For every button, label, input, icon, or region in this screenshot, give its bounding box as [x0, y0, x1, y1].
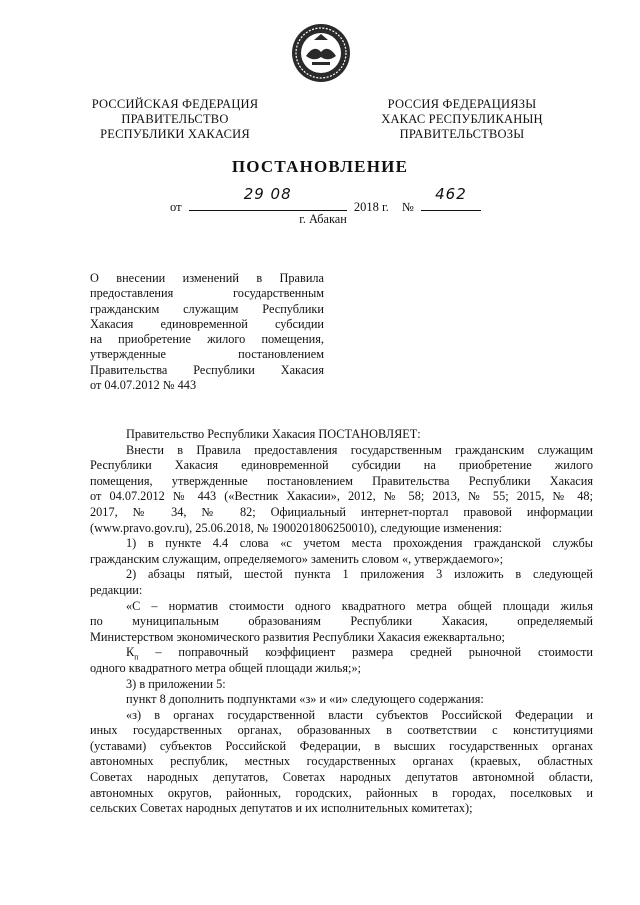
body-line: 3) в приложении 5:: [126, 676, 226, 691]
body-line: 2017, № 34, № 82; Официальный интернет-портал правовой информации: [90, 504, 593, 519]
body-line: иных государственных органах, образованных в соответствии с конституциями: [90, 723, 593, 738]
body-line: (www.pravo.gov.ru), 25.06.2018, № 1900201806250010), следующие изменения:: [90, 520, 503, 535]
subject-line: Правительства Республики Хакасия: [90, 362, 324, 377]
header-left-line: РОССИЙСКАЯ ФЕДЕРАЦИЯ: [91, 97, 259, 111]
header-right-line: ПРАВИТЕЛЬСТВОЗЫ: [399, 127, 525, 141]
header-right-line: ХАКАС РЕСПУБЛИКАНЫҢ: [381, 112, 543, 126]
coef-subscript: п: [134, 652, 139, 662]
body-line: по муниципальным образованиям Республики Хакасия, определяемый: [90, 614, 593, 629]
subject-line: предоставления государственным: [90, 286, 324, 301]
body-line: Правительство Республики Хакасия ПОСТАНОВЛЯЕТ:: [126, 427, 421, 441]
header-left-line: ПРАВИТЕЛЬСТВО: [121, 112, 229, 126]
body-line: редакции:: [90, 582, 143, 597]
subject-line: О внесении изменений в Правила: [90, 271, 324, 285]
body-line-coefficient: [90, 645, 593, 661]
header-left: [60, 97, 290, 142]
subject-line: Хакасия единовременной субсидии: [90, 316, 324, 331]
coat-of-arms-emblem: [290, 22, 352, 84]
date-handwritten: 29 08: [243, 185, 292, 203]
subject-line: утвержденные постановлением: [90, 347, 324, 362]
body-line: сельских Советах народных депутатов и их исполнительных комитетах);: [90, 801, 473, 816]
subject-line: гражданским служащим Республики: [90, 301, 324, 316]
header-right: [347, 97, 577, 142]
document-title: ПОСТАНОВЛЕНИЕ: [231, 157, 409, 176]
body-line: гражданским служащим, определяемого» заменить словом «, утверждаемого»;: [90, 551, 504, 566]
subject-line: на приобретение жилого помещения,: [90, 332, 324, 347]
body-line: «з) в органах государственной власти субъектов Российской Федерации и: [126, 707, 593, 722]
subject-line: от 04.07.2012 № 443: [90, 378, 197, 393]
subject-block: [90, 271, 324, 393]
date-prefix: от: [170, 200, 182, 214]
body-line: Внести в Правила предоставления государственным гражданским служащим: [126, 442, 593, 457]
number-sign: №: [401, 200, 414, 214]
coef-symbol: К: [126, 645, 135, 660]
number-field: [421, 185, 481, 211]
header-right-line: РОССИЯ ФЕДЕРАЦИЯЗЫ: [387, 97, 537, 111]
date-year: 2018 г.: [353, 200, 389, 214]
body-line: помещения, утвержденные постановлением Правительства Республики Хакасия: [90, 473, 593, 488]
header-left-line: РЕСПУБЛИКИ ХАКАСИЯ: [100, 127, 250, 141]
body-line: пункт 8 дополнить подпунктами «з» и «и» следующего содержания:: [126, 692, 484, 707]
body-line: Министерством экономического развития Республики Хакасия ежеквартально;: [90, 629, 505, 644]
body-text: [90, 427, 593, 817]
body-line: Советах народных депутатов, Советах народных депутатов автономной области,: [90, 770, 593, 785]
body-line: одного квадратного метра общей площади жилья;»;: [90, 660, 362, 675]
body-line: автономных округов, районных, городских, районных в городах, поселковых и: [90, 785, 593, 800]
body-line: автономных республик, местных государственных органах (краевых, областных: [90, 754, 593, 769]
body-line: (уставами) субъектов Российской Федерации, в высших государственных органах: [90, 738, 593, 753]
coef-text: – поправочный коэффициент размера средней рыночной стоимости: [138, 645, 593, 660]
body-line: 2) абзацы пятый, шестой пункта 1 приложения 3 изложить в следующей: [126, 567, 593, 582]
date-field: [189, 185, 347, 211]
body-line: от 04.07.2012 № 443 («Вестник Хакасии», 2012, № 58; 2013, № 55; 2015, № 48;: [90, 489, 593, 504]
city: г. Абакан: [299, 212, 347, 226]
body-line: «С – норматив стоимости одного квадратного метра общей площади жилья: [126, 598, 593, 613]
body-line: Республики Хакасия единовременной субсидии на приобретение жилого: [90, 458, 593, 473]
body-line: 1) в пункте 4.4 слова «с учетом места прохождения гражданской службы: [126, 536, 593, 551]
number-handwritten: 462: [435, 185, 467, 203]
